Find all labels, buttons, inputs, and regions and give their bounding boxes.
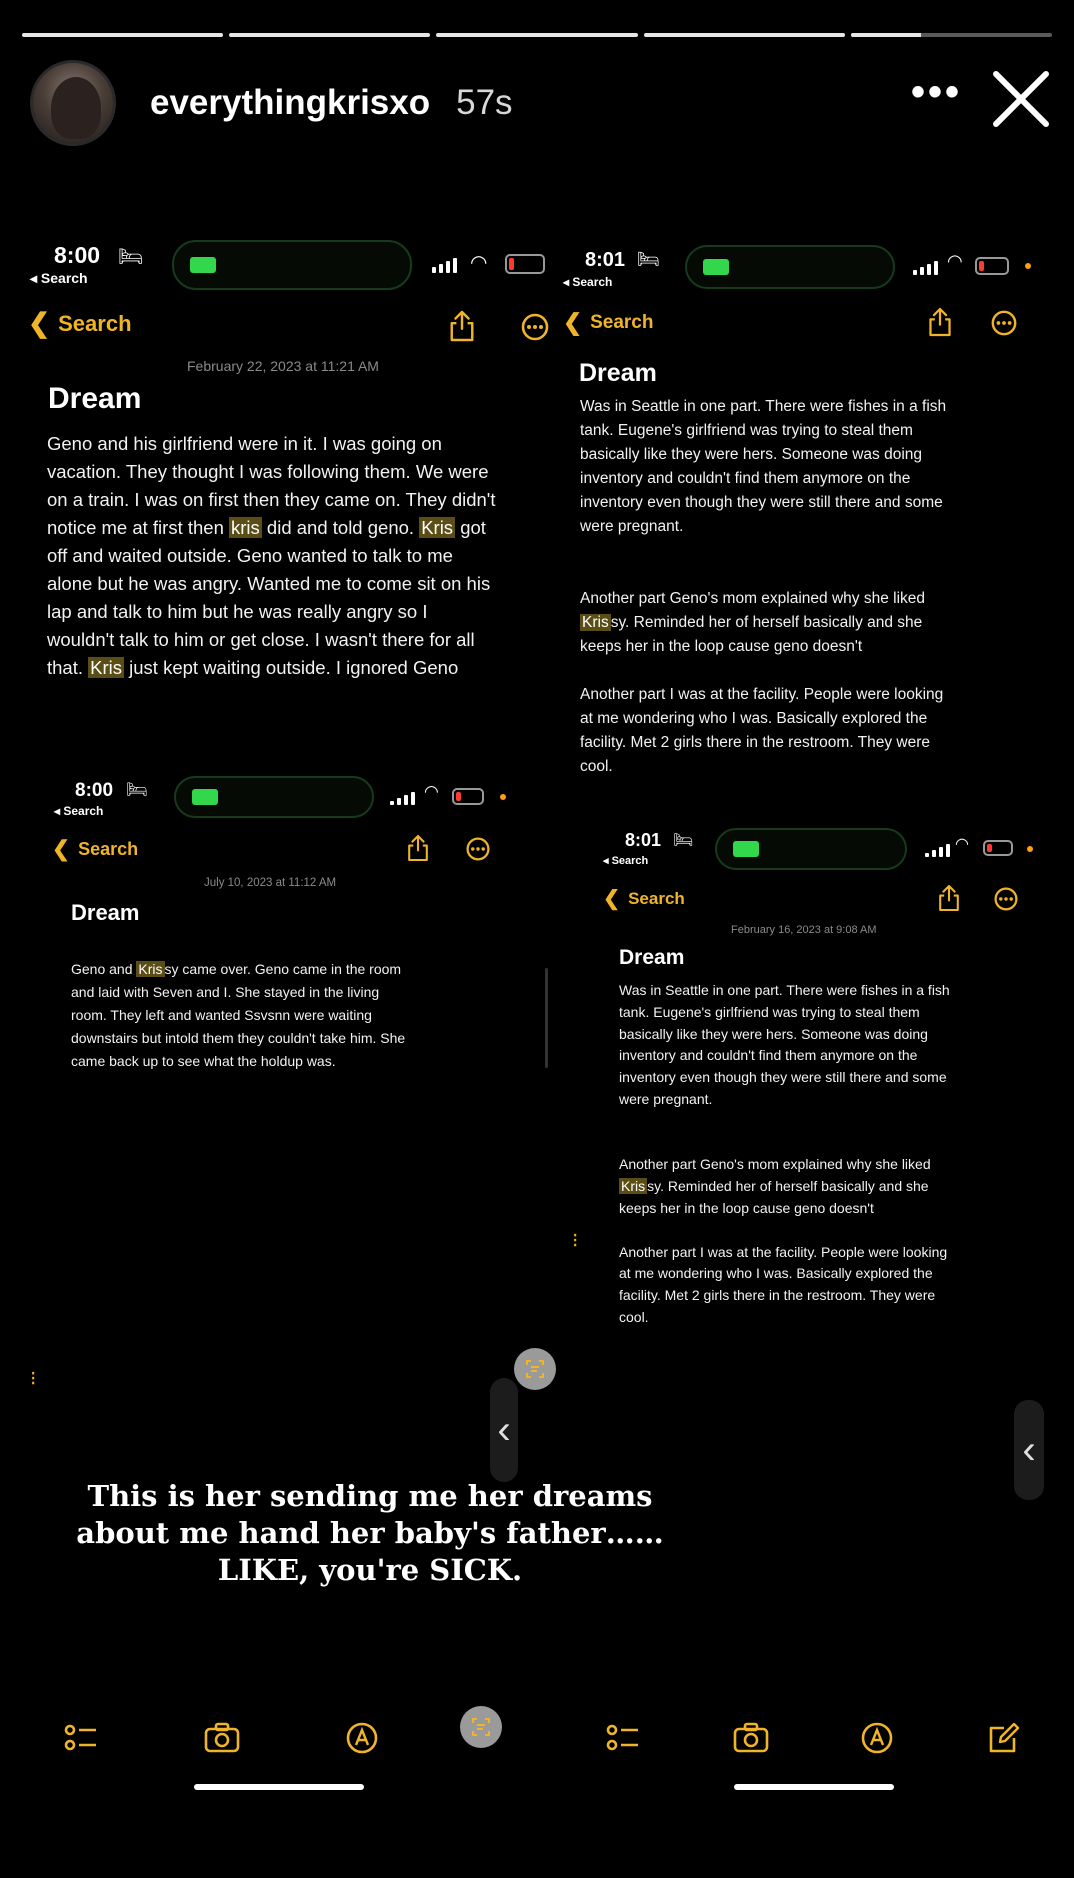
note-line <box>580 563 946 587</box>
note-line: alone but he was angry. Wanted me to come sit on his <box>47 573 491 594</box>
note-date: July 10, 2023 at 11:12 AM <box>204 877 337 889</box>
signal-icon <box>390 792 415 805</box>
note-line: that. Kris just kept waiting outside. I ignored Geno <box>47 657 459 678</box>
notes-toolbar-right <box>604 1718 1024 1758</box>
note-title: Dream <box>48 382 142 415</box>
compose-icon[interactable] <box>984 1718 1024 1758</box>
chevron-left-icon: ❮ <box>563 309 583 335</box>
note-line: keeps her in the loop cause geno doesn't <box>580 638 863 655</box>
search-highlight: Kris <box>138 961 163 977</box>
search-highlight: Kris <box>90 657 123 678</box>
note-body[interactable] <box>71 958 405 1073</box>
nav-label: Search <box>58 310 132 336</box>
close-icon[interactable] <box>990 68 1052 130</box>
note-line: were pregnant. <box>580 518 684 535</box>
facetime-island <box>172 240 412 290</box>
more-circle-icon[interactable] <box>990 309 1018 337</box>
story-progress <box>22 33 1052 37</box>
back-to-search[interactable]: ◂ Search <box>54 804 104 818</box>
markup-pen-icon[interactable] <box>342 1718 382 1758</box>
username[interactable]: everythingkrisxo <box>150 83 431 122</box>
back-to-search[interactable]: ◂ Search <box>30 270 88 286</box>
battery-icon <box>983 840 1013 856</box>
notes-screenshot-d <box>595 820 1055 1340</box>
battery-icon <box>452 788 484 805</box>
story-progress-segment <box>229 33 430 37</box>
bed-icon: 🛏 <box>673 832 694 849</box>
nav-label: Search <box>78 838 139 859</box>
story-progress-segment <box>851 33 1052 37</box>
camera-icon[interactable] <box>731 1718 771 1758</box>
facetime-island <box>174 776 374 818</box>
scan-text-icon[interactable] <box>460 1706 502 1748</box>
story-progress-segment <box>644 33 845 37</box>
note-line <box>619 1220 950 1242</box>
note-line: were pregnant. <box>619 1090 713 1107</box>
note-line: Geno and his girlfriend were in it. I was going on <box>47 433 442 454</box>
scroll-indicator[interactable] <box>545 968 548 1068</box>
note-line <box>619 1111 950 1133</box>
note-date: February 22, 2023 at 11:21 AM <box>187 358 379 374</box>
note-line: Was in Seattle in one part. There were fishes in a fish <box>580 398 947 415</box>
camera-icon[interactable] <box>202 1718 242 1758</box>
status-clock: 8:00 <box>75 780 114 801</box>
search-highlight: kris <box>231 517 260 538</box>
share-icon[interactable] <box>448 310 476 342</box>
chevron-left-icon: ❮ <box>603 888 621 910</box>
wifi-icon: ◠ <box>424 782 439 801</box>
bed-icon: 🛏 <box>126 780 148 799</box>
note-line: facility. Met 2 girls there in the restroom. They were <box>619 1287 936 1304</box>
note-line: lap and talk to him but he was really angry so I <box>47 601 428 622</box>
note-line: downstairs but intold them they couldn't take him. She <box>71 1030 406 1046</box>
note-line: inventory even though they were still there and some <box>580 494 943 511</box>
note-title: Dream <box>579 359 657 387</box>
note-line: off and waited outside. Geno wanted to talk to me <box>47 545 453 566</box>
story-progress-segment <box>22 33 223 37</box>
facetime-island <box>685 245 895 289</box>
caption-line: about me hand her baby's father…… <box>76 1516 664 1550</box>
privacy-dot <box>500 794 506 800</box>
note-line: Another part I was at the facility. People were looking <box>580 686 944 703</box>
note-body[interactable] <box>619 980 950 1329</box>
share-icon[interactable] <box>937 884 961 912</box>
notes-toolbar-left <box>62 1718 382 1758</box>
share-icon[interactable] <box>406 834 430 862</box>
notes-screenshot-a <box>0 230 550 710</box>
note-line: inventory even though they were still there and some <box>619 1069 947 1086</box>
home-indicator[interactable] <box>194 1784 364 1790</box>
markup-pen-icon[interactable] <box>857 1718 897 1758</box>
note-title: Dream <box>619 946 685 969</box>
note-body[interactable] <box>580 395 946 779</box>
wifi-icon: ◠ <box>955 836 969 853</box>
note-line: wouldn't talk to him or get close. I wasn't there for all <box>47 629 475 650</box>
signal-icon <box>913 261 938 275</box>
post-time: 57s <box>456 83 513 122</box>
note-line: Another part Geno's mom explained why she liked <box>619 1156 931 1173</box>
checklist-icon: ⁝ <box>30 1368 37 1390</box>
more-circle-icon[interactable] <box>520 312 550 342</box>
note-body[interactable] <box>47 430 495 682</box>
note-line: basically like they were hers. Someone was doing <box>619 1025 928 1042</box>
note-line: basically like they were hers. Someone was doing <box>580 446 923 463</box>
search-highlight: Kris <box>621 1178 646 1195</box>
note-line: tank. Eugene's girlfriend was trying to steal them <box>580 422 913 439</box>
caption-line: This is her sending me her dreams <box>87 1479 653 1513</box>
note-line <box>580 659 946 683</box>
home-indicator[interactable] <box>734 1784 894 1790</box>
bed-icon: 🛏 <box>637 249 660 269</box>
note-line: room. They left and wanted Ssvsnn were waiting <box>71 1007 372 1023</box>
note-line: and laid with Seven and I. She stayed in the living <box>71 984 380 1000</box>
note-line: keeps her in the loop cause geno doesn't <box>619 1199 874 1216</box>
note-line: Another part I was at the facility. People were looking <box>619 1243 948 1260</box>
facetime-island <box>715 828 907 870</box>
checklist-icon[interactable] <box>604 1718 644 1758</box>
note-line: cool. <box>619 1308 649 1325</box>
note-line: inventory and couldn't find them anymore on the <box>619 1047 918 1064</box>
nav-label: Search <box>590 311 654 333</box>
wifi-icon: ◠ <box>947 251 963 271</box>
note-title: Dream <box>71 900 140 925</box>
notes-back-button[interactable] <box>28 308 132 339</box>
collapse-handle[interactable]: ‹ <box>490 1378 518 1482</box>
nav-label: Search <box>628 888 685 908</box>
chevron-left-icon: ❮ <box>52 836 71 861</box>
privacy-dot <box>1027 846 1033 852</box>
wifi-icon: ◠ <box>470 252 488 274</box>
note-line: at me wondering who I was. Basically explored the <box>580 710 928 727</box>
note-line: on a train. I was on first then they came on. They didn't <box>47 489 496 510</box>
chevron-left-icon: ❮ <box>28 308 51 338</box>
note-line: Another part Geno's mom explained why she liked <box>580 590 926 607</box>
avatar[interactable] <box>30 60 116 146</box>
note-line: came back up to see what the holdup was. <box>71 1053 336 1069</box>
notes-back-button[interactable] <box>603 886 685 911</box>
note-line: facility. Met 2 girls there in the restroom. They were <box>580 734 931 751</box>
notes-back-button[interactable] <box>563 309 653 336</box>
note-line <box>619 1133 950 1155</box>
search-highlight: Kris <box>421 517 454 538</box>
privacy-dot <box>1025 263 1031 269</box>
bed-icon: 🛏 <box>118 246 144 268</box>
more-circle-icon[interactable] <box>465 836 491 862</box>
signal-icon <box>925 844 950 857</box>
note-line <box>580 539 946 563</box>
note-line: Geno and Kris sy came over. Geno came in the room <box>71 961 402 977</box>
story-header <box>30 60 1052 146</box>
search-highlight: Kris <box>582 614 609 631</box>
note-line: Was in Seattle in one part. There were fishes in a fish <box>619 982 950 998</box>
note-line: tank. Eugene's girlfriend was trying to steal them <box>619 1003 920 1020</box>
story-caption <box>60 1478 680 1589</box>
caption-line: LIKE, you're SICK. <box>217 1553 523 1587</box>
note-line: notice me at first then kris did and told geno. Kris got <box>47 517 486 538</box>
battery-icon <box>975 257 1009 275</box>
scan-text-icon[interactable] <box>514 1348 556 1390</box>
share-icon[interactable] <box>927 307 953 337</box>
status-clock: 8:01 <box>585 249 626 271</box>
notes-screenshot-c <box>40 770 550 1090</box>
checklist-icon[interactable] <box>62 1718 102 1758</box>
note-line: inventory and couldn't find them anymore on the <box>580 470 911 487</box>
collapse-handle[interactable]: ‹ <box>1014 1400 1044 1500</box>
signal-icon <box>432 258 457 273</box>
status-clock: 8:00 <box>54 242 101 268</box>
battery-icon <box>505 254 545 274</box>
more-circle-icon[interactable] <box>993 886 1019 912</box>
story-progress-segment <box>436 33 637 37</box>
notes-back-button[interactable] <box>52 836 138 862</box>
back-to-search[interactable]: ◂ Search <box>603 855 649 867</box>
more-options-icon[interactable]: ••• <box>910 70 962 114</box>
note-line: at me wondering who I was. Basically explored the <box>619 1265 933 1282</box>
note-line: vacation. They thought I was following them. We were <box>47 461 489 482</box>
note-line: cool. <box>580 758 613 775</box>
note-line: Kris sy. Reminded her of herself basically and she <box>621 1178 929 1195</box>
note-date: February 16, 2023 at 9:08 AM <box>731 924 877 936</box>
back-to-search[interactable]: ◂ Search <box>563 275 613 289</box>
notes-screenshot-b <box>555 235 1055 775</box>
status-clock: 8:01 <box>625 830 662 850</box>
checklist-icon: ⁝ <box>572 1230 579 1252</box>
note-line: Kris sy. Reminded her of herself basically and she <box>582 614 923 631</box>
